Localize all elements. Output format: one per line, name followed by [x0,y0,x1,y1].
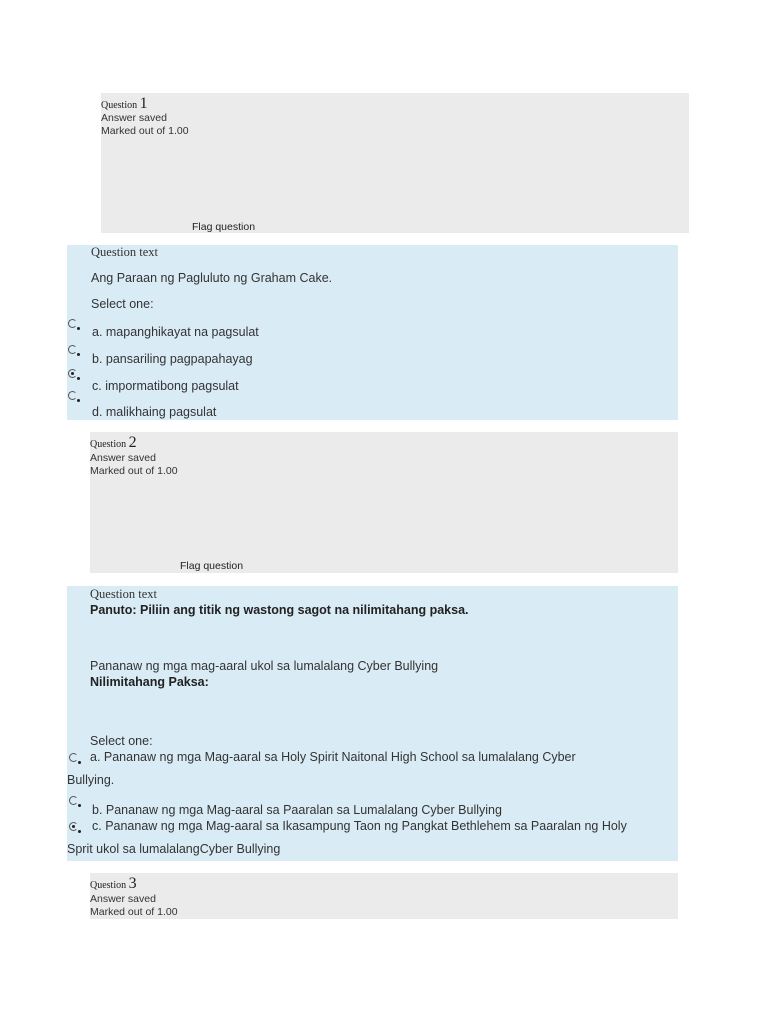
option-a-radio[interactable] [68,319,77,328]
question-2-heading [90,434,137,452]
option-c-radio[interactable] [69,822,78,831]
select-one-label: Select one: [91,297,154,311]
question-1-heading [101,95,148,113]
question-number: 3 [128,875,137,892]
question-number: 2 [128,434,137,451]
question-text-label: Question text [91,245,159,259]
option-d-radio[interactable] [68,391,77,400]
answer-status: Answer saved [90,452,156,464]
option-b-radio[interactable] [69,796,78,805]
question-1-text-box [67,245,678,420]
marks-text: Marked out of 1.00 [101,125,189,137]
marks-text: Marked out of 1.00 [90,906,178,918]
question-number: 1 [139,95,148,112]
answer-status: Answer saved [101,112,167,124]
option-b-label[interactable]: b. Pananaw ng mga Mag-aaral sa Paaralan sa Lumalalang Cyber Bullying [92,803,502,817]
option-d-label[interactable]: d. malikhaing pagsulat [92,405,217,419]
question-text-label: Question text [90,587,158,601]
question-2-text-box [67,586,678,861]
topic-text: Pananaw ng mga mag-aaral ukol sa lumalalang Cyber Bullying [90,659,439,673]
option-c-label[interactable]: c. impormatibong pagsulat [92,379,239,393]
option-c-label-cont[interactable]: Sprit ukol sa lumalalangCyber Bullying [67,842,281,856]
answer-status: Answer saved [90,893,156,905]
flag-question-link[interactable]: Flag question [180,560,244,572]
instruction-text: Panuto: Piliin ang titik ng wastong sagot na nilimitahang paksa. [90,603,469,617]
question-label: Question [90,880,127,891]
flag-question-link[interactable]: Flag question [192,221,256,233]
question-label: Question [101,100,138,111]
limited-topic-label: Nilimitahang Paksa: [90,675,209,689]
question-prompt: Ang Paraan ng Pagluluto ng Graham Cake. [91,271,333,285]
option-a-label[interactable]: a. mapanghikayat na pagsulat [92,325,259,339]
question-2-info [90,432,678,573]
option-a-label[interactable]: a. Pananaw ng mga Mag-aaral sa Holy Spirit Naitonal High School sa lumalalang Cyber [90,750,576,764]
question-1-info [101,93,689,233]
option-a-label-cont[interactable]: Bullying. [67,773,115,787]
option-b-radio[interactable] [68,345,77,354]
option-c-radio[interactable] [68,369,77,378]
question-label: Question [90,439,127,450]
marks-text: Marked out of 1.00 [90,465,178,477]
question-3-info [90,873,678,919]
select-one-label: Select one: [90,734,153,748]
question-3-heading [90,875,137,893]
option-c-label[interactable]: c. Pananaw ng mga Mag-aaral sa Ikasampung Taon ng Pangkat Bethlehem sa Paaralan ng Holy [92,819,627,833]
option-a-radio[interactable] [69,753,78,762]
option-b-label[interactable]: b. pansariling pagpapahayag [92,352,253,366]
